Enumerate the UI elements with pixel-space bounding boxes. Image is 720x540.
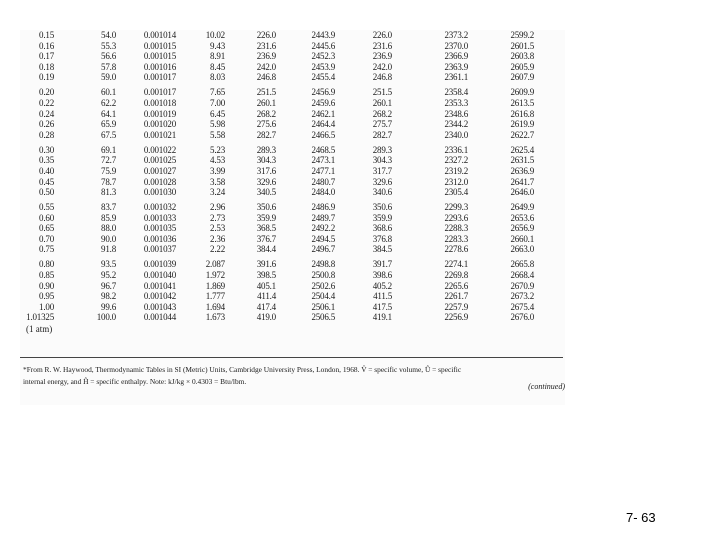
- footnote-line-1: *From R. W. Haywood, Thermodynamic Tables in SI (Metric) Units, Cambridge University Press, London, 1968. V̂ = specific volume, Û = specific: [23, 365, 462, 374]
- table-row: [20, 98, 565, 109]
- table-cell: 0.45: [39, 176, 54, 187]
- table-cell: 0.19: [39, 72, 54, 83]
- table-cell: 391.7: [372, 259, 392, 270]
- table-cell: 95.2: [101, 270, 116, 281]
- table-cell: 2603.8: [510, 51, 534, 62]
- table-row: [20, 234, 565, 245]
- table-cell: 2480.7: [311, 176, 335, 187]
- table-cell: 384.5: [372, 244, 392, 255]
- table-cell: 2283.3: [444, 233, 468, 244]
- table-cell: 2274.1: [444, 259, 468, 270]
- table-row: [20, 145, 565, 156]
- table-cell: 268.2: [372, 108, 392, 119]
- table-cell: 2496.7: [311, 244, 335, 255]
- table-cell: 2668.4: [510, 270, 534, 281]
- table-cell: 0.22: [39, 97, 54, 108]
- table-cell: 0.001027: [143, 165, 176, 176]
- table-cell: 0.95: [39, 291, 54, 302]
- table-cell: 2660.1: [510, 233, 534, 244]
- table-cell: 64.1: [101, 108, 116, 119]
- table-cell: 67.5: [101, 129, 116, 140]
- table-row: [20, 130, 565, 141]
- table-cell: 8.45: [210, 61, 225, 72]
- table-cell: 2675.4: [510, 301, 534, 312]
- table-cell: 2500.8: [311, 270, 335, 281]
- table-row: [20, 166, 565, 177]
- table-cell: 2646.0: [510, 187, 534, 198]
- table-cell: 2653.6: [510, 212, 534, 223]
- table-cell: 0.001035: [143, 223, 176, 234]
- table-cell: 2631.5: [510, 155, 534, 166]
- table-cell: 405.1: [256, 280, 276, 291]
- table-cell: 2473.1: [311, 155, 335, 166]
- table-cell: 1.673: [205, 312, 225, 323]
- table-cell: 0.001020: [143, 119, 176, 130]
- table-cell: 2353.3: [444, 97, 468, 108]
- table-cell: 0.001015: [143, 51, 176, 62]
- table-row: [20, 187, 565, 198]
- table-cell: 2319.2: [444, 165, 468, 176]
- table-cell: 376.8: [372, 233, 392, 244]
- table-cell: 317.6: [256, 165, 276, 176]
- table-cell: 54.0: [101, 30, 116, 40]
- table-row: [20, 259, 565, 270]
- table-cell: 2489.7: [311, 212, 335, 223]
- table-cell: 2366.9: [444, 51, 468, 62]
- table-cell: 2452.3: [311, 51, 335, 62]
- table-cell: 0.001040: [143, 270, 176, 281]
- table-cell: 2492.2: [311, 223, 335, 234]
- table-cell: 0.001037: [143, 244, 176, 255]
- table-cell: 3.58: [210, 176, 225, 187]
- page-number: 7- 63: [626, 510, 656, 525]
- table-cell: 83.7: [101, 202, 116, 213]
- table-cell: 2468.5: [311, 144, 335, 155]
- table-cell: 2269.8: [444, 270, 468, 281]
- table-cell: 0.75: [39, 244, 54, 255]
- table-cell: 0.001042: [143, 291, 176, 302]
- table-cell: 0.001044: [143, 312, 176, 323]
- table-cell: 2373.2: [444, 30, 468, 40]
- table-cell: 2599.2: [510, 30, 534, 40]
- table-row: [20, 30, 565, 41]
- footnote-line-2: internal energy, and Ĥ = specific enthalpy. Note: kJ/kg × 0.4303 = Btu/lbm.: [23, 377, 247, 386]
- table-cell: 0.20: [39, 87, 54, 98]
- table-cell: 2616.8: [510, 108, 534, 119]
- table-row: [20, 302, 565, 313]
- table-cell: 417.5: [372, 301, 392, 312]
- table-cell: 405.2: [372, 280, 392, 291]
- table-cell: 2613.5: [510, 97, 534, 108]
- table-cell: 0.30: [39, 144, 54, 155]
- table-cell: 2.96: [210, 202, 225, 213]
- table-cell: 226.0: [256, 30, 276, 40]
- table-cell: 2625.4: [510, 144, 534, 155]
- table-cell: 2344.2: [444, 119, 468, 130]
- table-cell: 398.5: [256, 270, 276, 281]
- table-cell: 0.85: [39, 270, 54, 281]
- table-cell: 0.17: [39, 51, 54, 62]
- table-cell: 246.8: [256, 72, 276, 83]
- table-cell: 242.0: [256, 61, 276, 72]
- table-cell: 2502.6: [311, 280, 335, 291]
- table-cell: 0.001025: [143, 155, 176, 166]
- table-cell: 0.001036: [143, 233, 176, 244]
- table-cell: 91.8: [101, 244, 116, 255]
- table-row: [20, 223, 565, 234]
- table-cell: 2370.0: [444, 40, 468, 51]
- table-cell: 350.6: [372, 202, 392, 213]
- table-cell: 2622.7: [510, 129, 534, 140]
- table-cell: 282.7: [256, 129, 276, 140]
- table-cell: 2477.1: [311, 165, 335, 176]
- table-cell: 2336.1: [444, 144, 468, 155]
- table-cell: 251.5: [372, 87, 392, 98]
- table-cell: 2462.1: [311, 108, 335, 119]
- table-cell: 2.73: [210, 212, 225, 223]
- footnote-rule: [20, 357, 563, 358]
- table-cell: 7.65: [210, 87, 225, 98]
- table-cell: 56.6: [101, 51, 116, 62]
- row-group: [20, 259, 565, 335]
- table-row: [20, 177, 565, 188]
- table-cell: 251.5: [256, 87, 276, 98]
- table-cell: 99.6: [101, 301, 116, 312]
- table-row: [20, 202, 565, 213]
- table-cell: 0.001017: [143, 87, 176, 98]
- table-cell: 3.99: [210, 165, 225, 176]
- table-cell: 55.3: [101, 40, 116, 51]
- table-cell: 0.001019: [143, 108, 176, 119]
- table-cell: 0.001018: [143, 97, 176, 108]
- table-cell: 1.694: [205, 301, 225, 312]
- table-cell: 2486.9: [311, 202, 335, 213]
- table-cell: 100.0: [96, 312, 116, 323]
- table-cell: 85.9: [101, 212, 116, 223]
- table-cell: 329.6: [256, 176, 276, 187]
- table-cell: 0.001028: [143, 176, 176, 187]
- table-cell: 0.24: [39, 108, 54, 119]
- table-cell: 226.0: [372, 30, 392, 40]
- table-cell: 384.4: [256, 244, 276, 255]
- table-cell: 10.02: [205, 30, 225, 40]
- table-cell: 359.9: [372, 212, 392, 223]
- table-cell: 0.001016: [143, 61, 176, 72]
- table-cell: 2278.6: [444, 244, 468, 255]
- table-cell: 1.01325: [26, 312, 54, 323]
- table-cell: 368.5: [256, 223, 276, 234]
- table-cell: 2443.9: [311, 30, 335, 40]
- table-cell: 93.5: [101, 259, 116, 270]
- table-cell: 2312.0: [444, 176, 468, 187]
- table-cell: 2609.9: [510, 87, 534, 98]
- table-row: [20, 155, 565, 166]
- table-cell: 98.2: [101, 291, 116, 302]
- table-row: [20, 291, 565, 302]
- table-cell: 304.3: [256, 155, 276, 166]
- table-cell: 5.58: [210, 129, 225, 140]
- table-cell: 0.55: [39, 202, 54, 213]
- table-cell: 368.6: [372, 223, 392, 234]
- table-cell: 289.3: [372, 144, 392, 155]
- table-cell: 260.1: [372, 97, 392, 108]
- table-cell: 1.869: [205, 280, 225, 291]
- table-cell: 90.0: [101, 233, 116, 244]
- table-cell: 231.6: [256, 40, 276, 51]
- table-cell: 7.00: [210, 97, 225, 108]
- table-cell: 2605.9: [510, 61, 534, 72]
- table-cell: 2305.4: [444, 187, 468, 198]
- table-cell: 0.001021: [143, 129, 176, 140]
- table-row: [20, 62, 565, 73]
- table-row: [20, 312, 565, 323]
- table-cell: 0.70: [39, 233, 54, 244]
- table-cell: 0.50: [39, 187, 54, 198]
- table-cell: 246.8: [372, 72, 392, 83]
- table-cell: 231.6: [372, 40, 392, 51]
- table-cell: 2663.0: [510, 244, 534, 255]
- table-cell: 411.5: [373, 291, 392, 302]
- table-cell: 0.80: [39, 259, 54, 270]
- table-cell: 69.1: [101, 144, 116, 155]
- table-cell: 2670.9: [510, 280, 534, 291]
- table-cell: 2466.5: [311, 129, 335, 140]
- table-cell: 376.7: [256, 233, 276, 244]
- scanned-table-image: [20, 30, 565, 405]
- table-row: [20, 72, 565, 83]
- table-cell: 0.35: [39, 155, 54, 166]
- table-row: [20, 244, 565, 255]
- table-cell: 0.001032: [143, 202, 176, 213]
- table-cell: 2265.6: [444, 280, 468, 291]
- table-cell: 8.03: [210, 72, 225, 83]
- table-cell: 1.777: [205, 291, 225, 302]
- table-cell: 359.9: [256, 212, 276, 223]
- table-cell: 268.2: [256, 108, 276, 119]
- table-row: [20, 87, 565, 98]
- footnote: [23, 364, 563, 388]
- table-cell: 2601.5: [510, 40, 534, 51]
- table-cell: 1.972: [205, 270, 225, 281]
- table-cell: 2656.9: [510, 223, 534, 234]
- table-cell: 2494.5: [311, 233, 335, 244]
- row-group: [20, 87, 565, 140]
- table-cell: 2665.8: [510, 259, 534, 270]
- table-cell: 0.001041: [143, 280, 176, 291]
- table-cell: 0.15: [39, 30, 54, 40]
- table-cell: 275.6: [256, 119, 276, 130]
- table-cell: 2288.3: [444, 223, 468, 234]
- table-cell: 411.4: [257, 291, 276, 302]
- table-cell: 391.6: [256, 259, 276, 270]
- table-cell: 59.0: [101, 72, 116, 83]
- table-cell: 242.0: [372, 61, 392, 72]
- table-cell: 81.3: [101, 187, 116, 198]
- table-cell: 398.6: [372, 270, 392, 281]
- table-cell: 2464.4: [311, 119, 335, 130]
- table-cell: 2636.9: [510, 165, 534, 176]
- table-cell: 65.9: [101, 119, 116, 130]
- table-cell: 2498.8: [311, 259, 335, 270]
- table-cell: 2256.9: [444, 312, 468, 323]
- table-cell: 275.7: [372, 119, 392, 130]
- table-cell: 2261.7: [444, 291, 468, 302]
- table-row: [20, 213, 565, 224]
- table-cell: 2299.3: [444, 202, 468, 213]
- table-cell: 2.22: [210, 244, 225, 255]
- table-row: [20, 281, 565, 292]
- table-cell: 2327.2: [444, 155, 468, 166]
- table-cell: 350.6: [256, 202, 276, 213]
- table-cell: 2459.6: [311, 97, 335, 108]
- table-cell: 0.001015: [143, 40, 176, 51]
- steam-table: [20, 30, 565, 335]
- table-cell: 0.001033: [143, 212, 176, 223]
- table-row: [20, 41, 565, 52]
- table-cell: 0.90: [39, 280, 54, 291]
- table-cell: 88.0: [101, 223, 116, 234]
- table-cell: 2506.1: [311, 301, 335, 312]
- table-cell: 2.53: [210, 223, 225, 234]
- table-cell: 3.24: [210, 187, 225, 198]
- table-cell: 260.1: [256, 97, 276, 108]
- table-cell: 60.1: [101, 87, 116, 98]
- atm-note: (1 atm): [26, 324, 53, 334]
- table-cell: 2455.4: [311, 72, 335, 83]
- table-cell: 96.7: [101, 280, 116, 291]
- table-cell: 304.3: [372, 155, 392, 166]
- table-cell: 57.8: [101, 61, 116, 72]
- table-cell: 289.3: [256, 144, 276, 155]
- table-cell: 419.1: [372, 312, 392, 323]
- table-cell: 317.7: [372, 165, 392, 176]
- table-cell: 62.2: [101, 97, 116, 108]
- table-cell: 2676.0: [510, 312, 534, 323]
- table-cell: 2348.6: [444, 108, 468, 119]
- table-cell: 5.98: [210, 119, 225, 130]
- table-cell: 2484.0: [311, 187, 335, 198]
- table-cell: 78.7: [101, 176, 116, 187]
- table-cell: 2445.6: [311, 40, 335, 51]
- table-cell: 0.001014: [143, 30, 176, 40]
- table-cell: 0.40: [39, 165, 54, 176]
- table-cell: 2456.9: [311, 87, 335, 98]
- table-row: [20, 51, 565, 62]
- table-cell: 2.087: [205, 259, 225, 270]
- table-cell: 75.9: [101, 165, 116, 176]
- table-cell: 6.45: [210, 108, 225, 119]
- table-cell: 0.001022: [143, 144, 176, 155]
- table-cell: 0.001039: [143, 259, 176, 270]
- table-cell: 0.18: [39, 61, 54, 72]
- table-cell: 0.28: [39, 129, 54, 140]
- table-cell: 2363.9: [444, 61, 468, 72]
- table-cell: 2607.9: [510, 72, 534, 83]
- table-cell: 9.43: [210, 40, 225, 51]
- table-cell: 0.65: [39, 223, 54, 234]
- table-cell: 72.7: [101, 155, 116, 166]
- table-cell: 0.001043: [143, 301, 176, 312]
- row-group: [20, 145, 565, 198]
- table-cell: 2453.9: [311, 61, 335, 72]
- table-cell: 1.00: [39, 301, 54, 312]
- table-cell: 0.001030: [143, 187, 176, 198]
- table-cell: 2673.2: [510, 291, 534, 302]
- continued-label: (continued): [528, 382, 565, 391]
- table-cell: 8.91: [210, 51, 225, 62]
- table-cell: 0.26: [39, 119, 54, 130]
- table-cell: 2361.1: [444, 72, 468, 83]
- table-cell: 0.16: [39, 40, 54, 51]
- table-cell: 236.9: [372, 51, 392, 62]
- table-cell: 282.7: [372, 129, 392, 140]
- table-row: [20, 270, 565, 281]
- table-cell: 2257.9: [444, 301, 468, 312]
- table-cell: 2641.7: [510, 176, 534, 187]
- table-cell: 419.0: [256, 312, 276, 323]
- table-cell: 2.36: [210, 233, 225, 244]
- table-cell: 340.6: [372, 187, 392, 198]
- table-cell: 5.23: [210, 144, 225, 155]
- table-cell: 2619.9: [510, 119, 534, 130]
- table-cell: 329.6: [372, 176, 392, 187]
- table-cell: 0.60: [39, 212, 54, 223]
- table-cell: 417.4: [256, 301, 276, 312]
- table-cell: 4.53: [210, 155, 225, 166]
- table-cell: 236.9: [256, 51, 276, 62]
- table-cell: 2358.4: [444, 87, 468, 98]
- table-cell: 0.001017: [143, 72, 176, 83]
- table-cell: 2504.4: [311, 291, 335, 302]
- table-cell: 2340.0: [444, 129, 468, 140]
- row-group: [20, 202, 565, 255]
- table-cell: 340.5: [256, 187, 276, 198]
- table-row: [20, 119, 565, 130]
- table-row: [20, 109, 565, 120]
- table-cell: 2506.5: [311, 312, 335, 323]
- table-cell: 2293.6: [444, 212, 468, 223]
- row-group: [20, 30, 565, 83]
- table-cell: 2649.9: [510, 202, 534, 213]
